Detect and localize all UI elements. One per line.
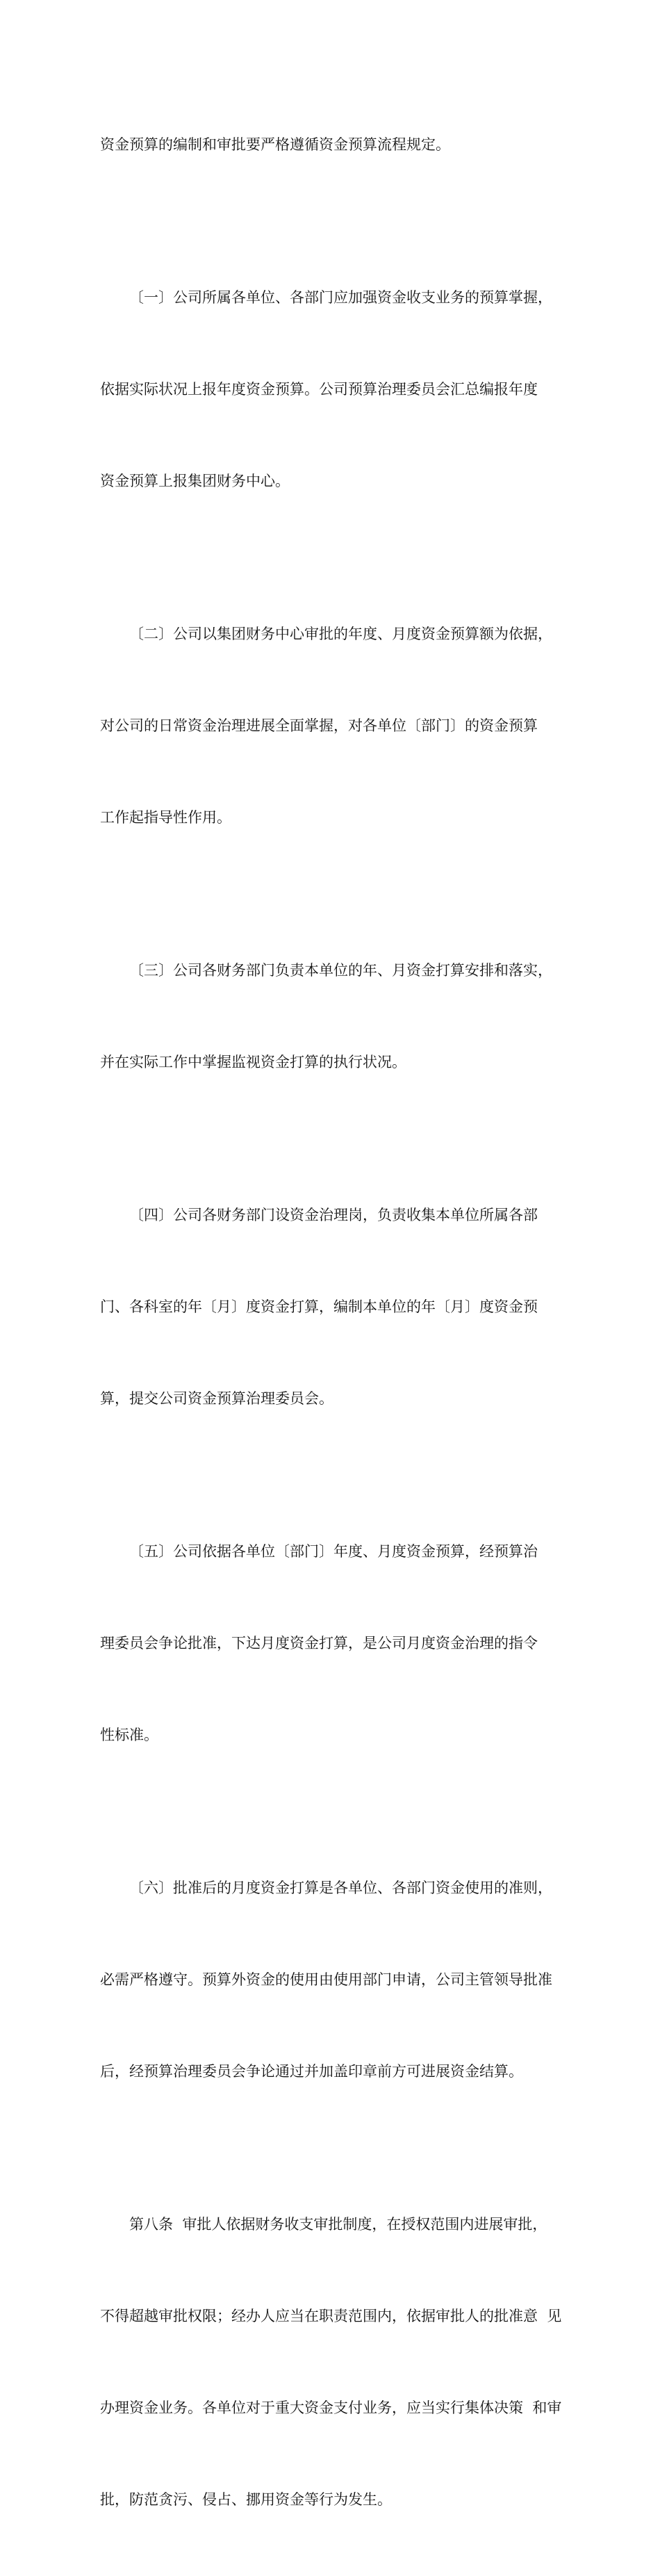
text-line: 性标准。 xyxy=(100,1727,158,1743)
text-line: 〔三〕公司各财务部门负责本单位的年、月资金打算安排和落实， xyxy=(129,962,552,979)
text-line: 〔一〕公司所属各单位、各部门应加强资金收支业务的预算掌握， xyxy=(129,289,552,306)
text-line: 〔四〕公司各财务部门设资金治理岗，负责收集本单位所属各部 xyxy=(129,1207,538,1223)
text-line: 门、各科室的年〔月〕度资金打算，编制本单位的年〔月〕度资金预 xyxy=(100,1298,538,1315)
text-line: 依据实际状况上报年度资金预算。公司预算治理委员会汇总编报年度 xyxy=(100,381,538,398)
paragraph-article-8 xyxy=(100,2148,579,2576)
text-line: 第八条 审批人依据财务收支审批制度，在授权范围内进展审批， xyxy=(129,2216,547,2233)
text-line: 必需严格遵守。预算外资金的使用由使用部门申请，公司主管领导批准 xyxy=(100,1971,552,1988)
paragraph-item-1 xyxy=(100,221,579,557)
text-line: 资金预算上报集团财务中心。 xyxy=(100,473,290,489)
text-line: 不得超越审批权限；经办人应当在职责范围内，依据审批人的批准意 见 xyxy=(100,2308,562,2324)
text-line: 〔二〕公司以集团财务中心审批的年度、月度资金预算额为依据， xyxy=(129,626,552,642)
paragraph-item-2 xyxy=(100,557,579,894)
text-line: 理委员会争论批准，下达月度资金打算，是公司月度资金治理的指令 xyxy=(100,1635,538,1652)
text-line: 批，防范贪污、侵占、挪用资金等行为发生。 xyxy=(100,2491,392,2508)
paragraph-item-6 xyxy=(100,1811,579,2148)
paragraph-item-3 xyxy=(100,894,579,1139)
text-line: 后，经预算治理委员会争论通过并加盖印章前方可进展资金结算。 xyxy=(100,2063,523,2080)
document-body xyxy=(100,68,579,2576)
paragraph-intro xyxy=(100,68,579,221)
paragraph-item-4 xyxy=(100,1139,579,1475)
text-line: 工作起指导性作用。 xyxy=(100,809,231,826)
text-line: 〔五〕公司依据各单位〔部门〕年度、月度资金预算，经预算治 xyxy=(129,1543,538,1560)
paragraph-item-5 xyxy=(100,1475,579,1811)
text-line: 并在实际工作中掌握监视资金打算的执行状况。 xyxy=(100,1054,406,1070)
text-line: 办理资金业务。各单位对于重大资金支付业务，应当实行集体决策 和审 xyxy=(100,2399,562,2416)
text-line: 算，提交公司资金预算治理委员会。 xyxy=(100,1390,333,1407)
text-line: 资金预算的编制和审批要严格遵循资金预算流程规定。 xyxy=(100,136,450,153)
text-line: 对公司的日常资金治理进展全面掌握，对各单位〔部门〕的资金预算 xyxy=(100,717,538,734)
text-line: 〔六〕批准后的月度资金打算是各单位、各部门资金使用的准则， xyxy=(129,1880,552,1896)
